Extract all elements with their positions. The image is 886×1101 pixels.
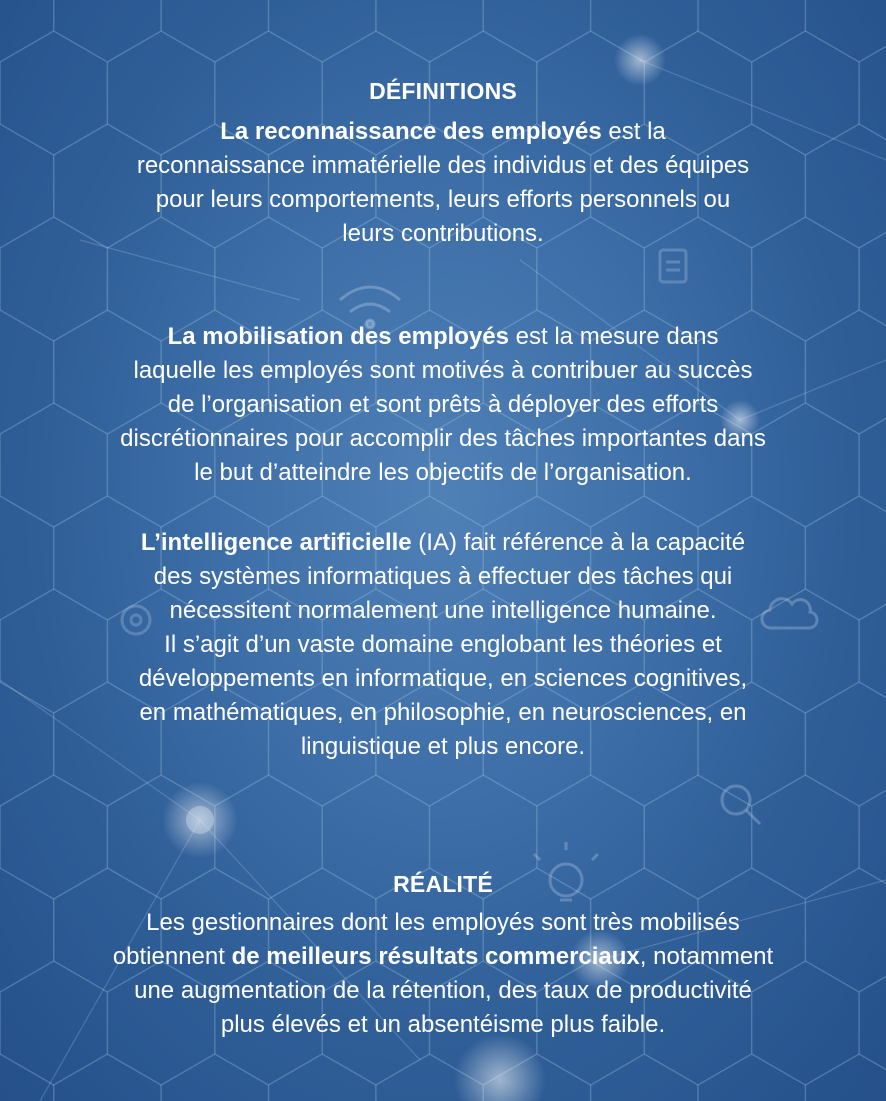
- ai-definition: [60, 526, 826, 764]
- engagement-definition: [60, 320, 826, 490]
- engagement-term: La mobilisation des employés: [167, 323, 509, 350]
- reality-line-3: une augmentation de la rétention, des taux de productivité: [134, 977, 752, 1004]
- engagement-line-1: La mobilisation des employés est la mesure dans: [167, 323, 719, 350]
- ai-line-2: des systèmes informatiques à effectuer des tâches qui: [153, 563, 733, 590]
- engagement-line-5: le but d’atteindre les objectifs de l’organisation.: [194, 459, 692, 486]
- recognition-line-3: pour leurs comportements, leurs efforts personnels ou: [155, 186, 731, 213]
- reality-emphasis: de meilleurs résultats commerciaux: [231, 943, 640, 970]
- reality-line-1: Les gestionnaires dont les employés sont très mobilisés: [146, 909, 740, 936]
- reality-statement: [60, 906, 826, 1042]
- recognition-term: La reconnaissance des employés: [220, 118, 602, 145]
- recognition-definition: [60, 115, 826, 251]
- recognition-line-1: La reconnaissance des employés est la: [220, 118, 666, 145]
- ai-term: L’intelligence artificielle: [140, 529, 412, 556]
- ai-line-4: Il s’agit d’un vaste domaine englobant les théories et: [164, 631, 722, 658]
- ai-line-7: linguistique et plus encore.: [300, 733, 586, 760]
- engagement-line-2: laquelle les employés sont motivés à contribuer au succès: [133, 357, 753, 384]
- reality-line-4: plus élevés et un absentéisme plus faible.: [220, 1011, 666, 1038]
- engagement-line-4: discrétionnaires pour accomplir des tâches importantes dans: [120, 425, 766, 452]
- ai-line-5: développements en informatique, en sciences cognitives,: [138, 665, 748, 692]
- definitions-heading: DÉFINITIONS: [369, 78, 517, 104]
- ai-line-1: L’intelligence artificielle (IA) fait référence à la capacité: [140, 529, 746, 556]
- engagement-line-3: de l’organisation et sont prêts à déployer des efforts: [167, 391, 719, 418]
- ai-line-3: nécessitent normalement une intelligence humaine.: [169, 597, 717, 624]
- recognition-line-4: leurs contributions.: [342, 220, 544, 247]
- reality-heading: RÉALITÉ: [393, 871, 493, 897]
- ai-line-6: en mathématiques, en philosophie, en neurosciences, en: [139, 699, 747, 726]
- recognition-line-2: reconnaissance immatérielle des individus et des équipes: [136, 152, 750, 179]
- reality-line-2: obtiennent de meilleurs résultats commerciaux, notamment: [112, 943, 774, 970]
